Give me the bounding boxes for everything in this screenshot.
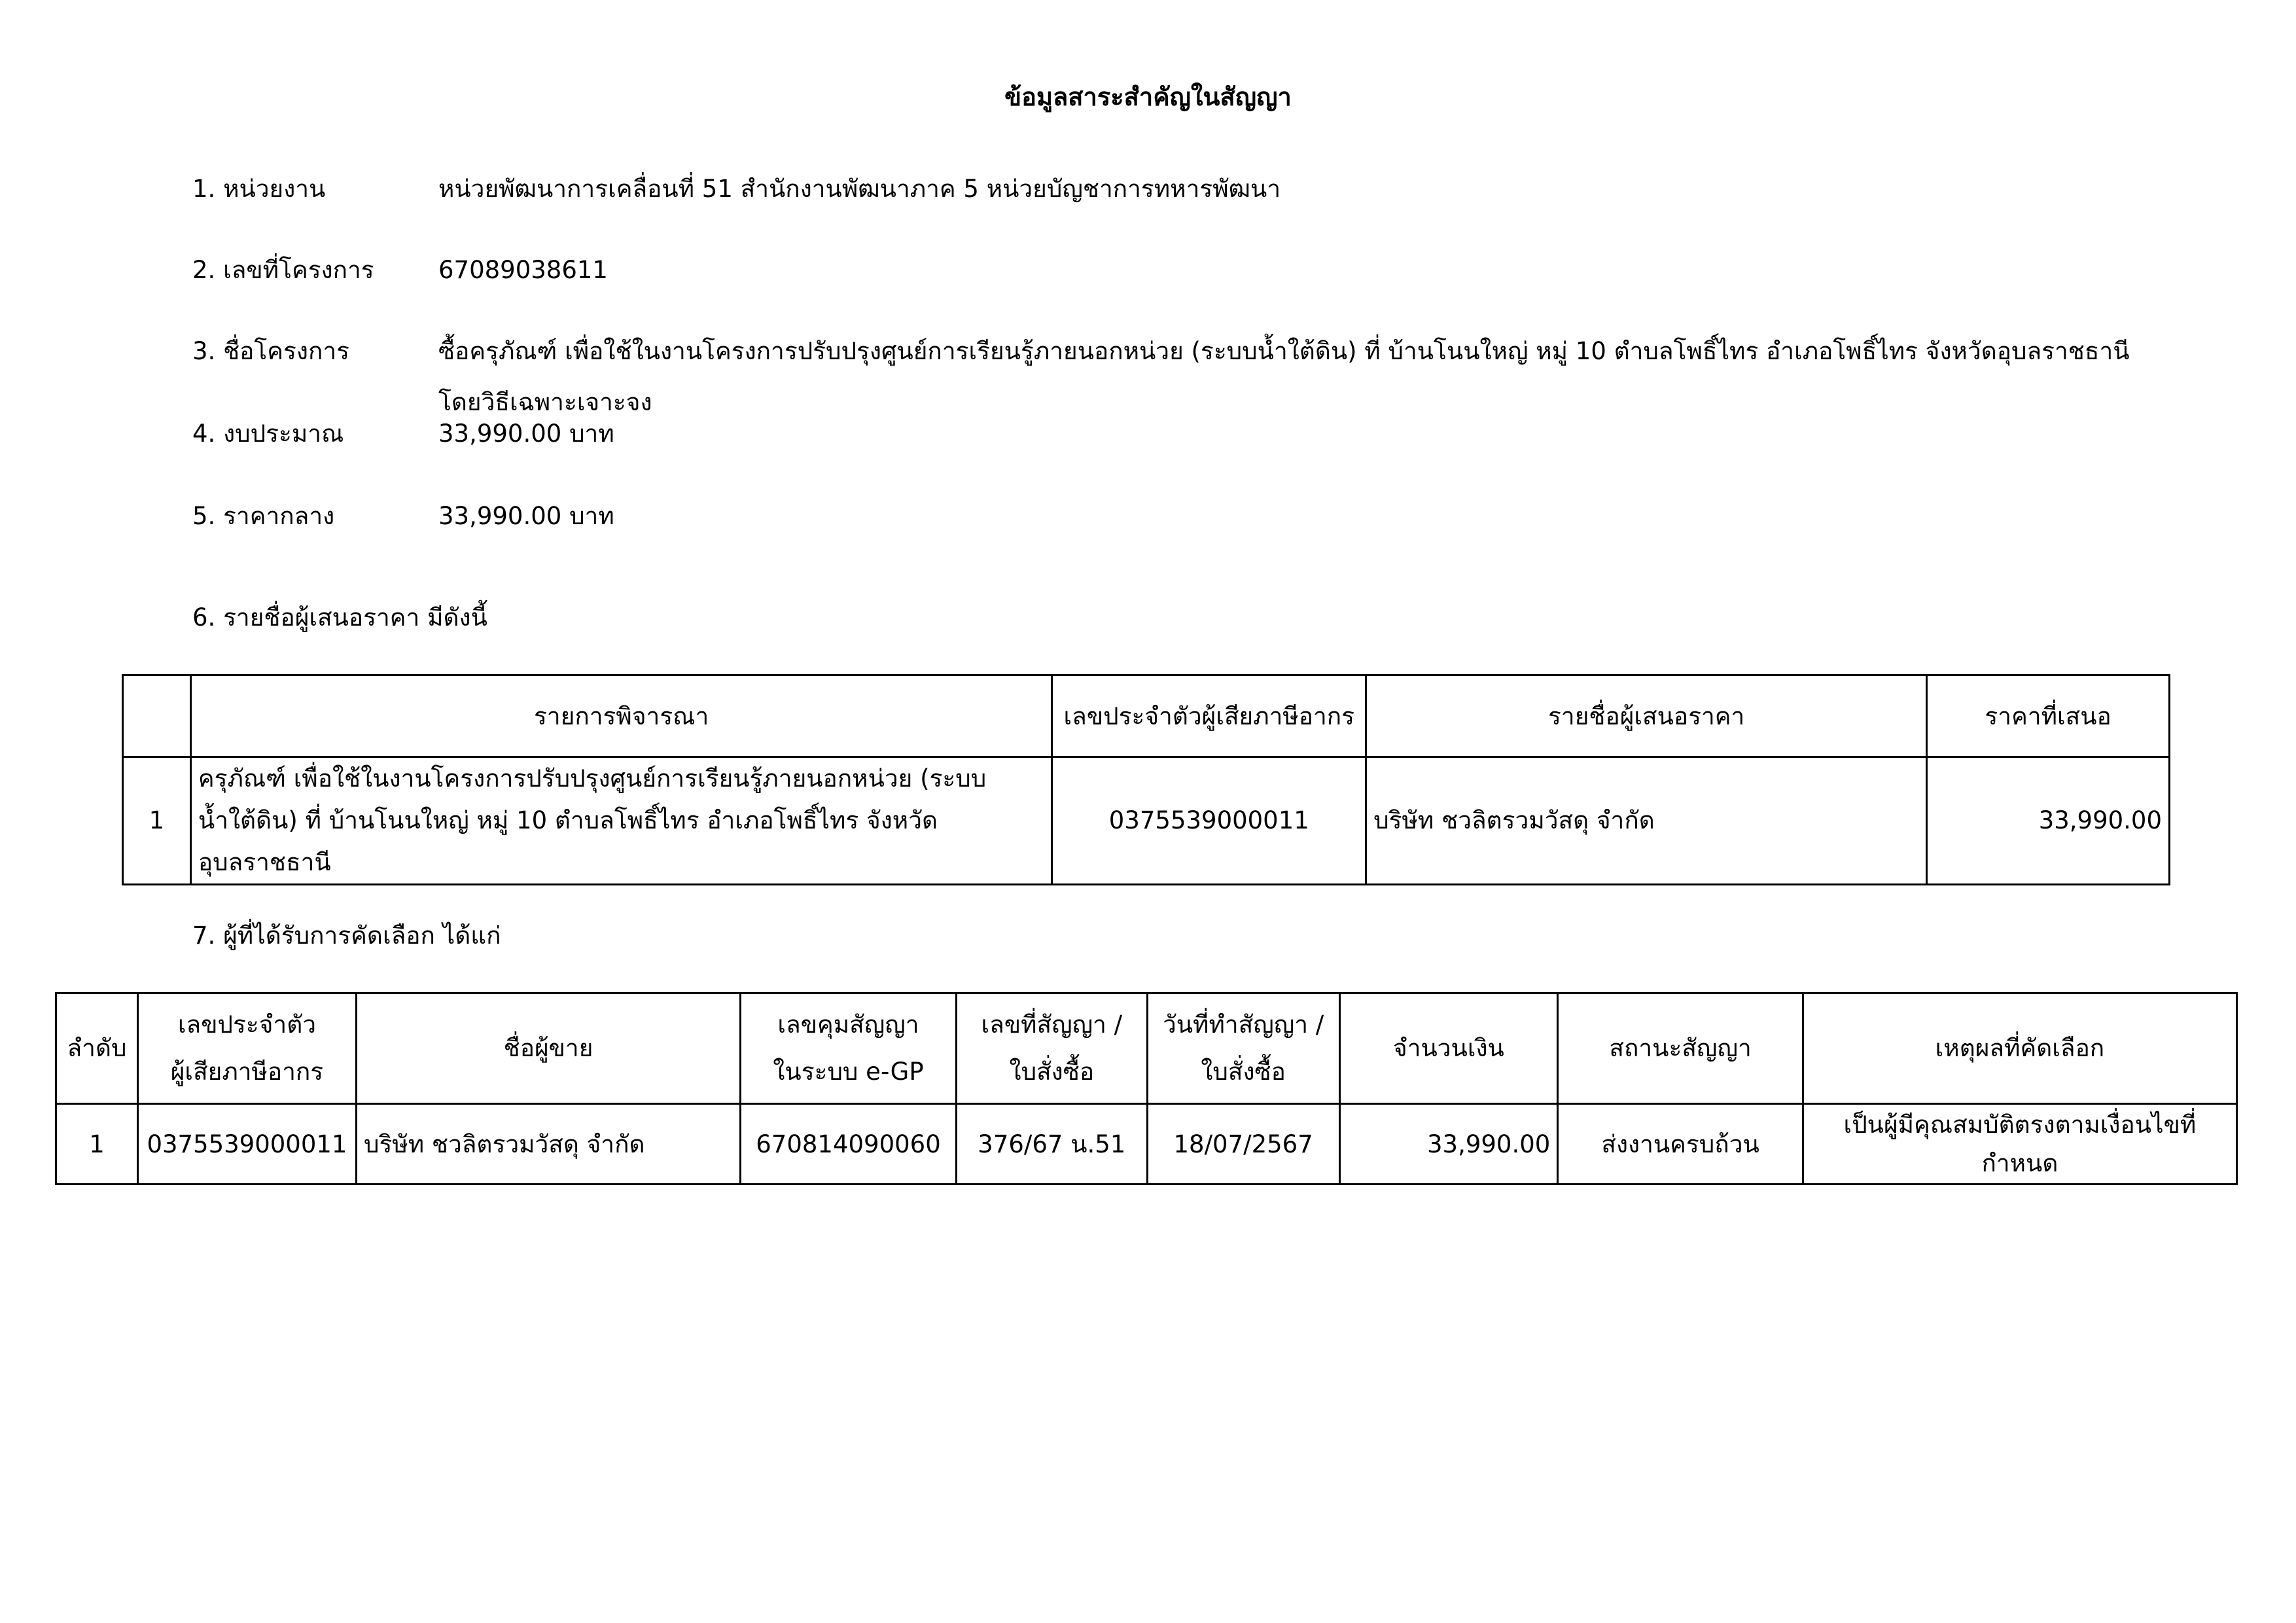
project-name-value-line1: ซื้อครุภัณฑ์ เพื่อใช้ในงานโครงการปรับปรุงศูนย์การเรียนรู้ภายนอกหน่วย (ระบบน้ำใต้ดิน) ที่ บ้านโนนใหญ่ หมู่ 10 ตำบลโพธิ์ไทร อำเภอโพธิ์ไทร จังหวัดอุบลราชธานี	[438, 337, 2130, 365]
award-row-tax-id: 0375539000011	[137, 1104, 356, 1185]
table-row	[56, 1104, 2237, 1185]
table-row	[123, 757, 2170, 885]
award-header-contract-date	[1147, 993, 1339, 1104]
award-header-amount: จำนวนเงิน	[1339, 993, 1558, 1104]
award-header-contract-date-line1: วันที่ทำสัญญา /	[1162, 1010, 1324, 1039]
median-price-label: 5. ราคากลาง	[192, 502, 335, 530]
award-table-header	[56, 993, 2237, 1104]
award-row-reason: เป็นผู้มีคุณสมบัติตรงตามเงื่อนไขที่กำหนด	[1803, 1104, 2236, 1185]
award-header-tax-id-line2: ผู้เสียภาษีอากร	[170, 1058, 324, 1086]
award-table	[55, 992, 2238, 1185]
award-row-status: ส่งงานครบถ้วน	[1558, 1104, 1803, 1185]
award-header-egp-line2: ในระบบ e-GP	[773, 1058, 924, 1086]
award-row-contract-no: 376/67 น.51	[956, 1104, 1147, 1185]
award-header-contract-no	[956, 993, 1147, 1104]
budget-value: 33,990.00 บาท	[438, 419, 614, 448]
bid-header-no	[123, 675, 191, 757]
bid-row-item-line1: ครุภัณฑ์ เพื่อใช้ในงานโครงการปรับปรุงศูนย์การเรียนรู้ภายนอกหน่วย (ระบบ	[198, 764, 987, 793]
budget-row	[192, 408, 614, 459]
award-header-contract-date-line2: ใบสั่งซื้อ	[1201, 1058, 1286, 1086]
project-name-label: 3. ชื่อโครงการ	[192, 337, 350, 365]
award-header-seq: ลำดับ	[56, 993, 138, 1104]
award-header-contract-no-line1: เลขที่สัญญา /	[981, 1010, 1123, 1039]
award-row-contract-date: 18/07/2567	[1147, 1104, 1339, 1185]
award-header-seller: ชื่อผู้ขาย	[356, 993, 740, 1104]
section-6-heading: 6. รายชื่อผู้เสนอราคา มีดังนี้	[192, 603, 487, 632]
bid-row-price: 33,990.00	[1927, 757, 2170, 885]
project-number-value: 67089038611	[438, 256, 608, 284]
bidders-table-header	[123, 675, 2170, 757]
award-row-egp-no: 670814090060	[741, 1104, 957, 1185]
award-header-reason: เหตุผลที่คัดเลือก	[1803, 993, 2236, 1104]
bid-header-price: ราคาที่เสนอ	[1927, 675, 2170, 757]
bidders-table	[122, 674, 2170, 885]
bid-row-item	[190, 757, 1052, 885]
section-7-heading: 7. ผู้ที่ได้รับการคัดเลือก ได้แก่	[192, 921, 501, 950]
award-row-seller: บริษัท ชวลิตรวมวัสดุ จำกัด	[356, 1104, 740, 1185]
bid-header-bidder: รายชื่อผู้เสนอราคา	[1366, 675, 1927, 757]
award-row-amount: 33,990.00	[1339, 1104, 1558, 1185]
median-price-row	[192, 491, 614, 542]
bid-row-bidder: บริษัท ชวลิตรวมวัสดุ จำกัด	[1366, 757, 1927, 885]
bid-header-tax-id: เลขประจำตัวผู้เสียภาษีอากร	[1052, 675, 1366, 757]
project-name-value-line2: โดยวิธีเฉพาะเจาะจง	[438, 388, 652, 416]
agency-row	[192, 164, 1280, 215]
agency-label: 1. หน่วยงาน	[192, 175, 326, 203]
award-header-egp-line1: เลขคุมสัญญา	[777, 1010, 919, 1039]
budget-label: 4. งบประมาณ	[192, 419, 344, 448]
award-header-status: สถานะสัญญา	[1558, 993, 1803, 1104]
agency-value: หน่วยพัฒนาการเคลื่อนที่ 51 สำนักงานพัฒนาภาค 5 หน่วยบัญชาการทหารพัฒนา	[438, 175, 1281, 203]
bid-row-tax-id: 0375539000011	[1052, 757, 1366, 885]
award-header-contract-no-line2: ใบสั่งซื้อ	[1009, 1058, 1095, 1086]
bid-row-no: 1	[123, 757, 191, 885]
project-number-label: 2. เลขที่โครงการ	[192, 256, 374, 284]
award-header-egp	[741, 993, 957, 1104]
project-name-row	[192, 326, 2130, 416]
award-header-tax-id-line1: เลขประจำตัว	[177, 1010, 317, 1039]
project-number-row	[192, 245, 608, 296]
median-price-value: 33,990.00 บาท	[438, 502, 614, 530]
award-row-seq: 1	[56, 1104, 138, 1185]
document-title: ข้อมูลสาระสำคัญในสัญญา	[1004, 82, 1292, 111]
award-header-tax-id	[137, 993, 356, 1104]
bid-header-item: รายการพิจารณา	[190, 675, 1052, 757]
bid-row-item-line2: น้ำใต้ดิน) ที่ บ้านโนนใหญ่ หมู่ 10 ตำบลโพธิ์ไทร อำเภอโพธิ์ไทร จังหวัดอุบลราชธานี	[198, 806, 938, 876]
